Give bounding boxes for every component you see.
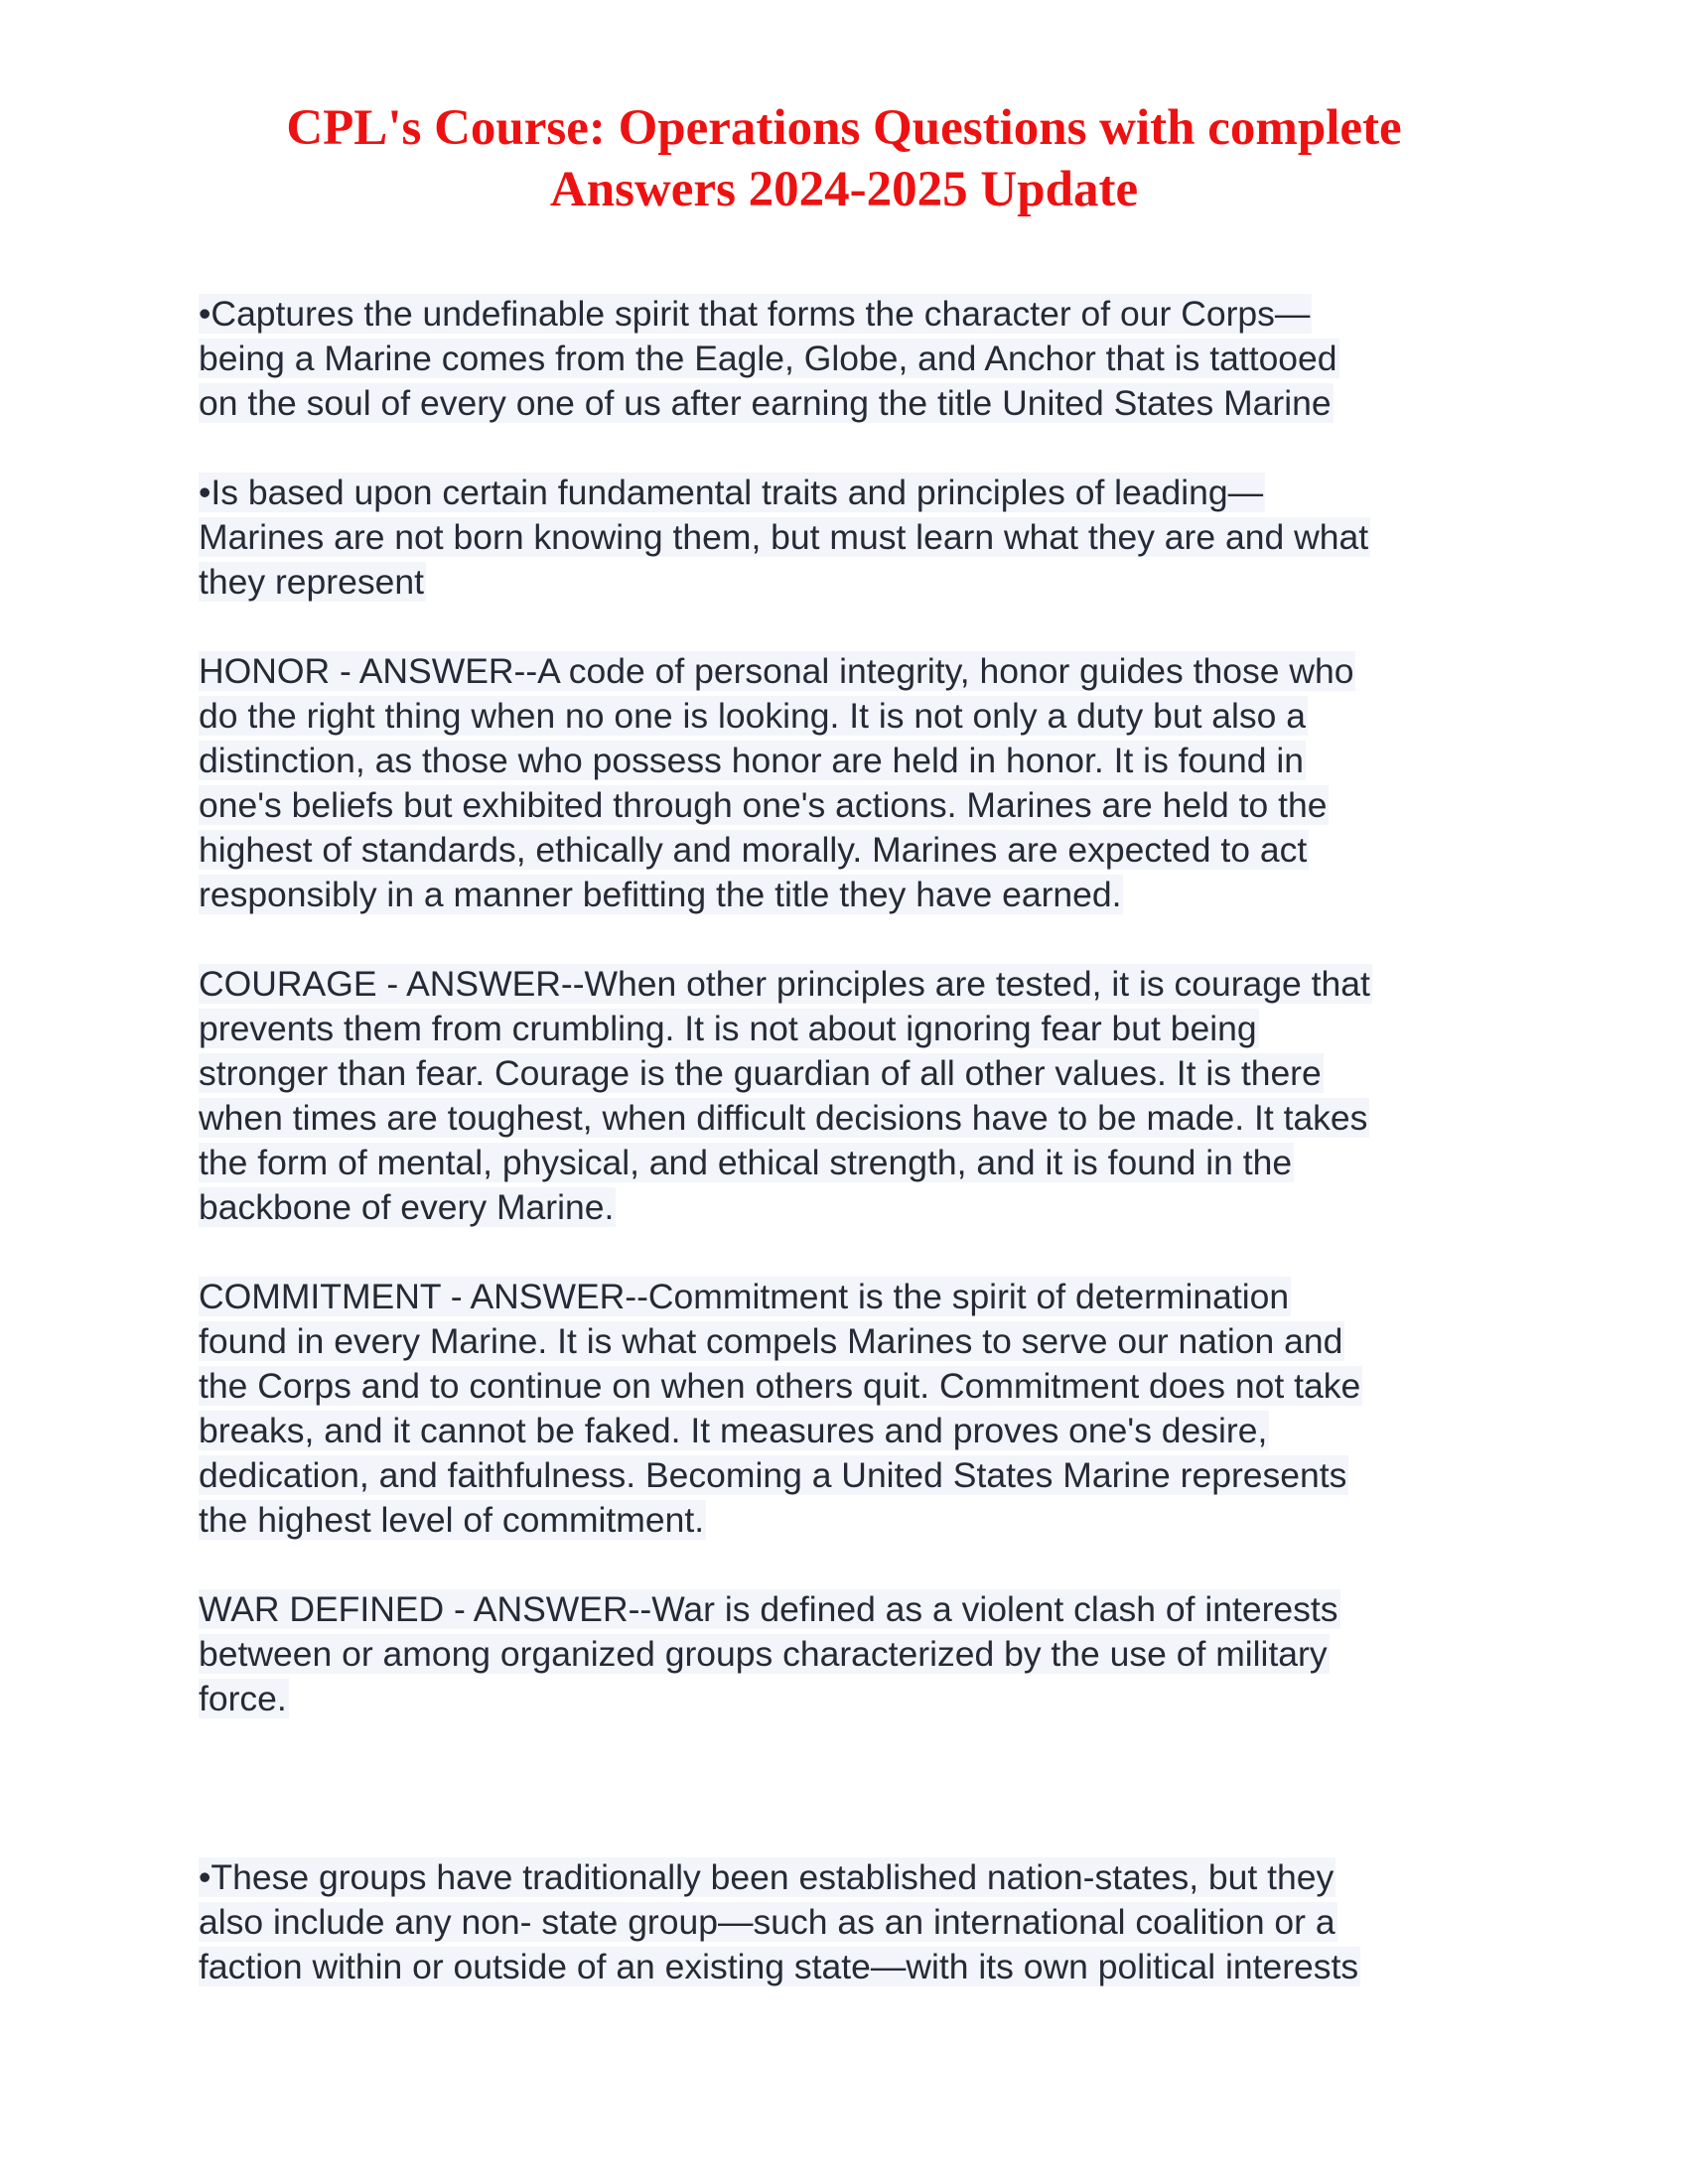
- text-line: one's beliefs but exhibited through one's actions. Marines are held to the: [199, 785, 1328, 825]
- text-line: COURAGE - ANSWER--When other principles are tested, it is courage that: [199, 964, 1370, 1004]
- paragraph-honor: [199, 649, 1509, 917]
- text-line: •These groups have traditionally been established nation-states, but they: [199, 1857, 1335, 1897]
- document-body: [199, 292, 1509, 2034]
- text-line: when times are toughest, when difficult decisions have to be made. It takes: [199, 1098, 1368, 1138]
- text-line: HONOR - ANSWER--A code of personal integrity, honor guides those who: [199, 651, 1354, 691]
- text-line: distinction, as those who possess honor are held in honor. It is found in: [199, 741, 1305, 780]
- text-line: the form of mental, physical, and ethical strength, and it is found in the: [199, 1143, 1293, 1182]
- document-title: [169, 97, 1519, 220]
- text-line: also include any non- state group—such as an international coalition or a: [199, 1902, 1336, 1942]
- text-line: do the right thing when no one is looking. It is not only a duty but also a: [199, 696, 1307, 736]
- paragraph-groups: [199, 1855, 1509, 1989]
- text-line: COMMITMENT - ANSWER--Commitment is the spirit of determination: [199, 1277, 1290, 1316]
- title-line-2: Answers 2024-2025 Update: [549, 162, 1139, 217]
- text-line: highest of standards, ethically and morally. Marines are expected to act: [199, 830, 1308, 870]
- text-line: backbone of every Marine.: [199, 1187, 615, 1227]
- text-line: found in every Marine. It is what compels Marines to serve our nation and: [199, 1321, 1343, 1361]
- text-line: •Is based upon certain fundamental traits and principles of leading—: [199, 473, 1264, 512]
- text-line: faction within or outside of an existing state—with its own political interests: [199, 1947, 1359, 1986]
- text-line: WAR DEFINED - ANSWER--War is defined as a violent clash of interests: [199, 1589, 1338, 1629]
- text-line: they represent: [199, 562, 424, 602]
- text-line: breaks, and it cannot be faked. It measures and proves one's desire,: [199, 1411, 1268, 1450]
- paragraph-spirit: [199, 292, 1509, 426]
- paragraph-commitment: [199, 1275, 1509, 1543]
- text-line: the Corps and to continue on when others quit. Commitment does not take: [199, 1366, 1361, 1406]
- text-line: on the soul of every one of us after earning the title United States Marine: [199, 383, 1332, 423]
- title-line-1: CPL's Course: Operations Questions with complete: [286, 100, 1402, 156]
- paragraph-courage: [199, 962, 1509, 1230]
- text-line: being a Marine comes from the Eagle, Globe, and Anchor that is tattooed: [199, 339, 1337, 378]
- paragraph-traits: [199, 471, 1509, 605]
- text-line: dedication, and faithfulness. Becoming a United States Marine represents: [199, 1455, 1347, 1495]
- text-line: force.: [199, 1679, 287, 1718]
- text-line: •Captures the undefinable spirit that forms the character of our Corps—: [199, 294, 1311, 334]
- text-line: stronger than fear. Courage is the guardian of all other values. It is there: [199, 1053, 1322, 1093]
- paragraph-war-defined: [199, 1587, 1509, 1721]
- text-line: Marines are not born knowing them, but must learn what they are and what: [199, 517, 1369, 557]
- text-line: prevents them from crumbling. It is not about ignoring fear but being: [199, 1009, 1257, 1048]
- text-line: between or among organized groups characterized by the use of military: [199, 1634, 1328, 1674]
- text-line: responsibly in a manner befitting the title they have earned.: [199, 875, 1122, 914]
- text-line: the highest level of commitment.: [199, 1500, 705, 1540]
